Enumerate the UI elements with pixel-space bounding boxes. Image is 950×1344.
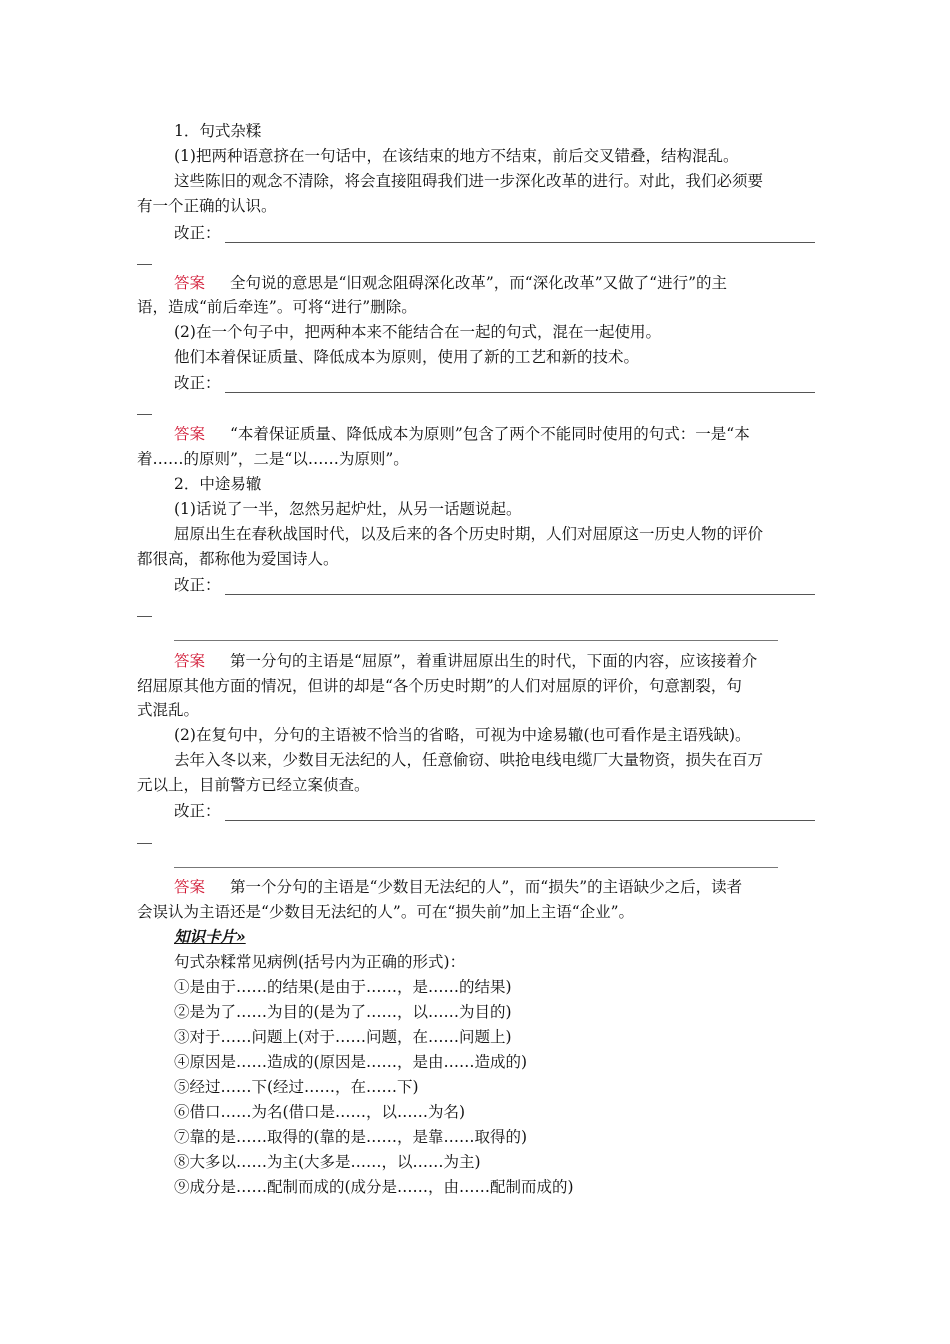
example-sentence: 元以上，目前警方已经立案侦查。 <box>137 776 370 794</box>
example-sentence: 有一个正确的认识。 <box>137 197 277 215</box>
example-sentence: 他们本着保证质量、降低成本为原则，使用了新的工艺和新的技术。 <box>174 348 640 366</box>
answer-text: 语，造成“前后牵连”。可将“进行”删除。 <box>137 298 417 316</box>
answer-text: 式混乱。 <box>137 701 200 719</box>
example-sentence: 屈原出生在春秋战国时代，以及后来的各个历史时期，人们对屈原这一历史人物的评价 <box>174 525 764 543</box>
answer-text: 绍屈原其他方面的情况，但讲的却是“各个历史时期”的人们对屈原的评价，句意割裂，句 <box>137 677 742 695</box>
answer-body: “本着保证质量、降低成本为原则”包含了两个不能同时使用的句式：一是“本 <box>229 425 750 443</box>
example-sentence: 都很高，都称他为爱国诗人。 <box>137 550 339 568</box>
correction-blank <box>174 575 815 595</box>
correction-blank <box>174 801 815 821</box>
card-intro: 句式杂糅常见病例(括号内为正确的形式)： <box>174 953 466 971</box>
answer-label: 答案 <box>174 652 206 670</box>
answer-line <box>174 640 778 641</box>
line-continuation <box>137 414 152 415</box>
list-item: ⑨成分是……配制而成的(成分是……，由……配制而成的) <box>174 1178 574 1196</box>
line-continuation <box>137 264 152 265</box>
list-item: ②是为了……为目的(是为了……，以……为目的) <box>174 1003 512 1021</box>
rule-text: (2)在复句中，分句的主语被不恰当的省略，可视为中途易辙(也可看作是主语残缺)。 <box>174 726 751 744</box>
section-title-1: 1．句式杂糅 <box>174 122 262 140</box>
list-item: ⑤经过……下(经过……，在……下) <box>174 1078 419 1096</box>
correction-label: 改正： <box>174 802 221 820</box>
knowledge-card-title: 知识卡片» <box>174 927 246 946</box>
list-item: ③对于……问题上(对于……问题，在……问题上) <box>174 1028 512 1046</box>
line-continuation <box>137 843 152 844</box>
answer-label: 答案 <box>174 274 206 292</box>
rule-text: (1)把两种语意挤在一句话中，在该结束的地方不结束，前后交叉错叠，结构混乱。 <box>174 147 739 165</box>
list-item: ⑥借口……为名(借口是……，以……为名) <box>174 1103 466 1121</box>
answer-line <box>225 379 815 393</box>
answer-body: 第一分句的主语是“屈原”，着重讲屈原出生的时代，下面的内容，应该接着介 <box>229 652 758 670</box>
correction-label: 改正： <box>174 576 221 594</box>
answer-line <box>174 867 778 868</box>
answer-text: 会误认为主语还是“少数目无法纪的人”。可在“损失前”加上主语“企业”。 <box>137 903 635 921</box>
correction-label: 改正： <box>174 374 221 392</box>
line-continuation <box>137 616 152 617</box>
answer-label: 答案 <box>174 878 206 896</box>
answer-body: 第一个分句的主语是“少数目无法纪的人”，而“损失”的主语缺少之后，读者 <box>229 878 743 896</box>
section-title-2: 2．中途易辙 <box>174 475 262 493</box>
answer-text <box>174 273 815 293</box>
answer-text <box>174 651 815 671</box>
rule-text: (1)话说了一半，忽然另起炉灶，从另一话题说起。 <box>174 500 522 518</box>
correction-blank <box>174 373 815 393</box>
rule-text: (2)在一个句子中，把两种本来不能结合在一起的句式，混在一起使用。 <box>174 323 661 341</box>
answer-line <box>225 581 815 595</box>
example-sentence: 这些陈旧的观念不清除，将会直接阻碍我们进一步深化改革的进行。对此，我们必须要 <box>174 172 764 190</box>
list-item: ⑧大多以……为主(大多是……，以……为主) <box>174 1153 481 1171</box>
answer-line <box>225 807 815 821</box>
answer-text <box>174 877 815 897</box>
example-sentence: 去年入冬以来，少数目无法纪的人，任意偷窃、哄抢电线电缆厂大量物资，损失在百万 <box>174 751 764 769</box>
list-item: ①是由于……的结果(是由于……，是……的结果) <box>174 978 512 996</box>
list-item: ④原因是……造成的(原因是……，是由……造成的) <box>174 1053 528 1071</box>
answer-line <box>225 229 815 243</box>
answer-text <box>174 424 815 444</box>
answer-body: 全句说的意思是“旧观念阻碍深化改革”，而“深化改革”又做了“进行”的主 <box>229 274 727 292</box>
answer-label: 答案 <box>174 425 206 443</box>
list-item: ⑦靠的是……取得的(靠的是……，是靠……取得的) <box>174 1128 528 1146</box>
correction-blank <box>174 223 815 243</box>
answer-text: 着……的原则”，二是“以……为原则”。 <box>137 450 409 468</box>
correction-label: 改正： <box>174 224 221 242</box>
